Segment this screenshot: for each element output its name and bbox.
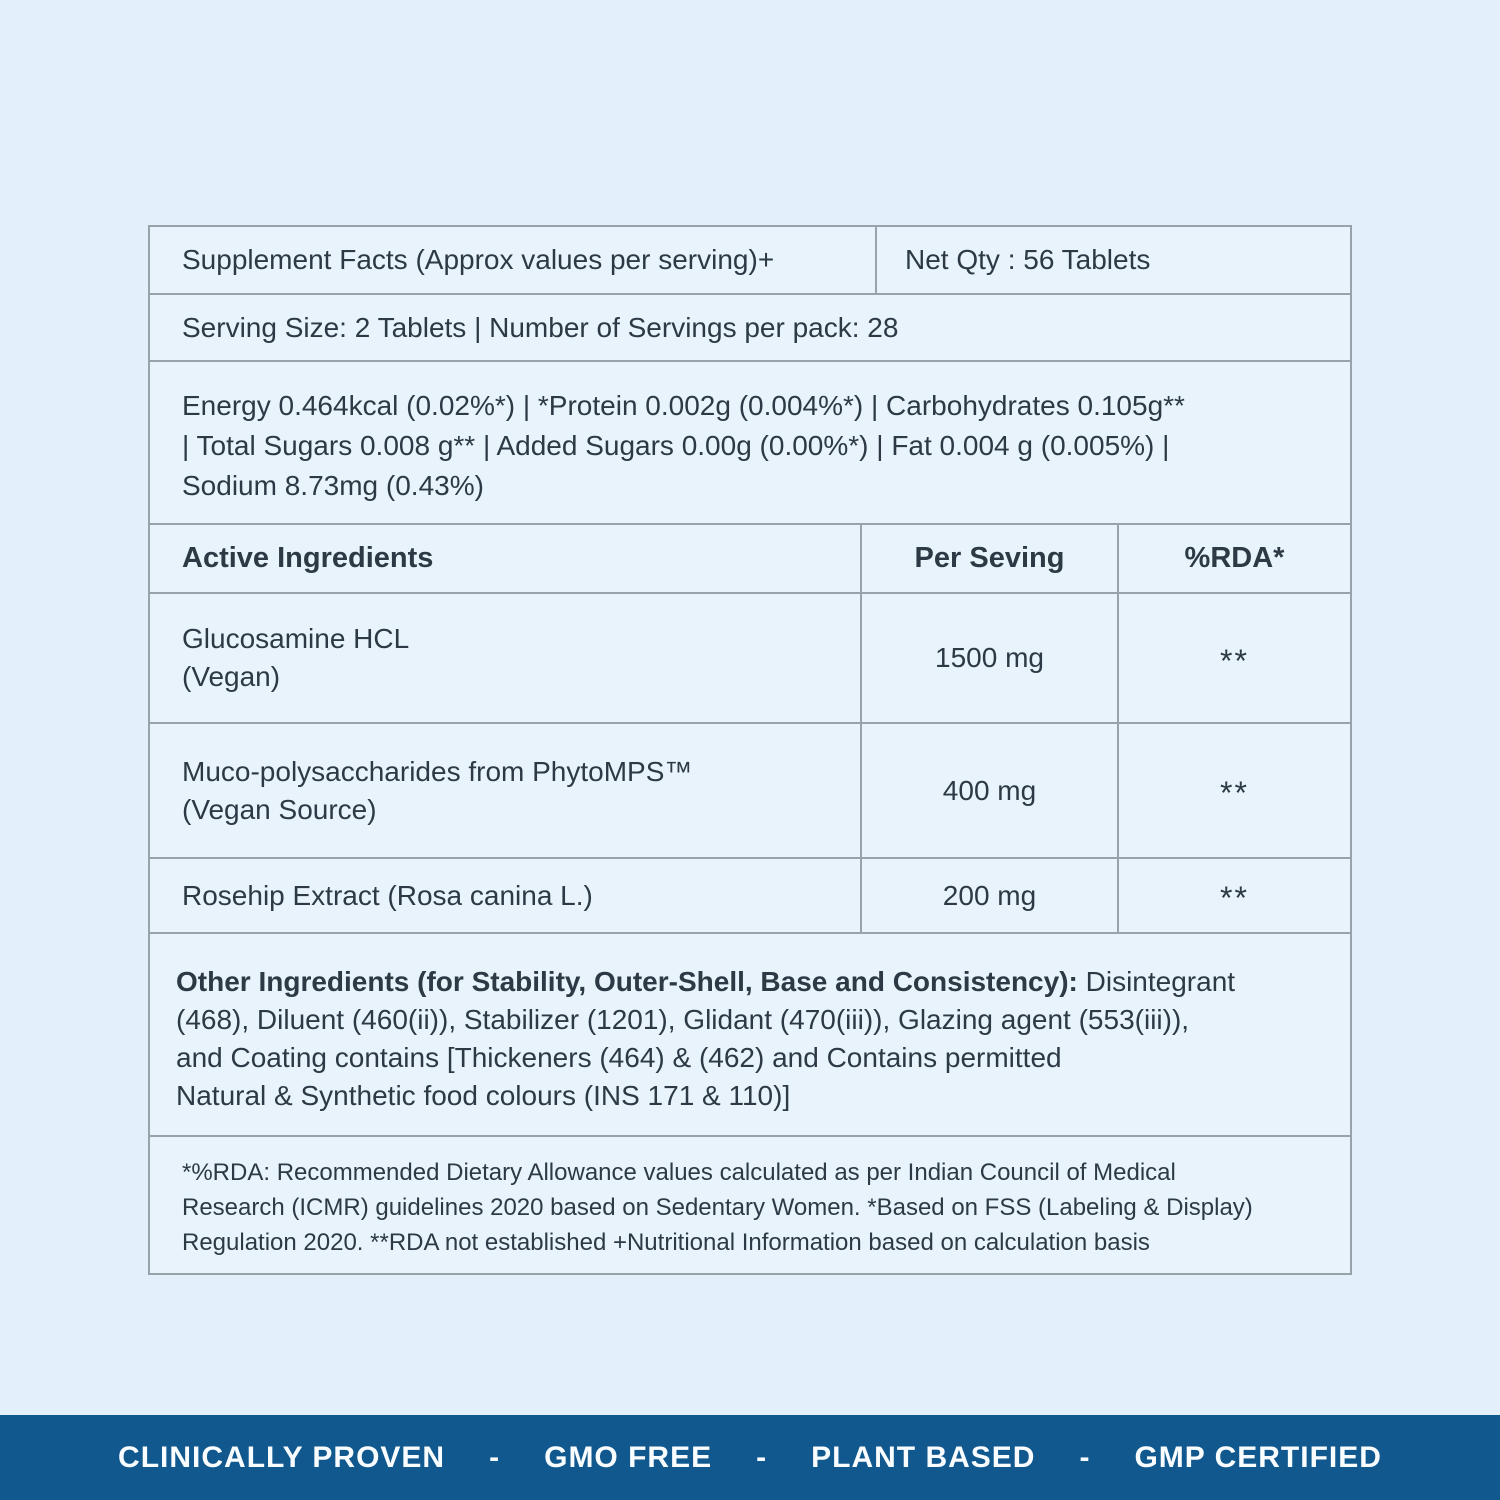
footer-separator: - bbox=[489, 1440, 501, 1474]
ingredient-row-glucosamine bbox=[150, 592, 1350, 722]
other-ingredients-line bbox=[176, 963, 1324, 1001]
ingredients-header-row bbox=[150, 523, 1350, 592]
nutrition-line: Sodium 8.73mg (0.43%) bbox=[182, 469, 484, 501]
ingredient-rda: ** bbox=[1117, 724, 1350, 857]
rda-footnote-line: *%RDA: Recommended Dietary Allowance values calculated as per Indian Council of Medical bbox=[182, 1158, 1176, 1186]
serving-size-row bbox=[150, 293, 1350, 360]
serving-size-text: Serving Size: 2 Tablets | Number of Servings per pack: 28 bbox=[182, 311, 899, 343]
nutrition-line: | Total Sugars 0.008 g** | Added Sugars 0.00g (0.00%*) | Fat 0.004 g (0.005%) | bbox=[182, 429, 1170, 461]
other-ingredients-lead-rest: Disintegrant bbox=[1077, 965, 1236, 997]
other-ingredients-row bbox=[150, 932, 1350, 1135]
ingredient-name: Glucosamine HCL (Vegan) bbox=[182, 623, 410, 692]
other-ingredients bbox=[150, 934, 1350, 1135]
ingredient-amount: 400 mg bbox=[860, 724, 1117, 857]
footer-item-gmo-free: GMO FREE bbox=[544, 1440, 713, 1474]
footer-separator: - bbox=[1079, 1440, 1091, 1474]
ingredient-row-rosehip bbox=[150, 857, 1350, 932]
rda-footnote-line: Regulation 2020. **RDA not established +Nutritional Information based on calculation basis bbox=[182, 1228, 1150, 1256]
other-ingredients-line: (468), Diluent (460(ii)), Stabilizer (1201), Glidant (470(iii)), Glazing agent (553(iii)), bbox=[176, 1003, 1190, 1035]
nutrition-summary-row bbox=[150, 360, 1350, 523]
rda-footnote-row bbox=[150, 1135, 1350, 1273]
rda-footnote bbox=[150, 1137, 1350, 1273]
ingredient-rda: ** bbox=[1117, 859, 1350, 932]
ingredient-name: Muco-polysaccharides from PhytoMPS™ (Vegan Source) bbox=[182, 755, 693, 825]
col-per-serving: Per Seving bbox=[860, 525, 1117, 592]
col-active-ingredients: Active Ingredients bbox=[182, 542, 434, 574]
other-ingredients-lead: Other Ingredients (for Stability, Outer-Shell, Base and Consistency): bbox=[176, 965, 1078, 997]
ingredient-amount: 200 mg bbox=[860, 859, 1117, 932]
footer-item-clinically-proven: CLINICALLY PROVEN bbox=[118, 1440, 446, 1474]
facts-header-row bbox=[150, 227, 1350, 293]
footer-bar bbox=[0, 1415, 1500, 1500]
other-ingredients-line: Natural & Synthetic food colours (INS 171 & 110)] bbox=[176, 1079, 791, 1111]
footer-item-gmp-certified: GMP CERTIFIED bbox=[1134, 1440, 1382, 1474]
ingredient-name: Rosehip Extract (Rosa canina L.) bbox=[182, 879, 593, 911]
rda-footnote-line: Research (ICMR) guidelines 2020 based on Sedentary Women. *Based on FSS (Labeling & Display) bbox=[182, 1193, 1253, 1221]
ingredient-amount: 1500 mg bbox=[860, 594, 1117, 722]
nutrition-line: Energy 0.464kcal (0.02%*) | *Protein 0.002g (0.004%*) | Carbohydrates 0.105g** bbox=[182, 389, 1185, 421]
col-rda: %RDA* bbox=[1117, 525, 1350, 592]
supplement-facts-card bbox=[148, 225, 1352, 1275]
net-qty: Net Qty : 56 Tablets bbox=[875, 227, 1350, 293]
other-ingredients-line: and Coating contains [Thickeners (464) & (462) and Contains permitted bbox=[176, 1041, 1062, 1073]
ingredient-rda: ** bbox=[1117, 594, 1350, 722]
ingredient-row-mucopolysaccharides bbox=[150, 722, 1350, 857]
facts-title: Supplement Facts (Approx values per serving)+ bbox=[182, 244, 775, 275]
footer-separator: - bbox=[756, 1440, 768, 1474]
footer-item-plant-based: PLANT BASED bbox=[811, 1440, 1036, 1474]
nutrition-summary bbox=[150, 362, 1350, 523]
